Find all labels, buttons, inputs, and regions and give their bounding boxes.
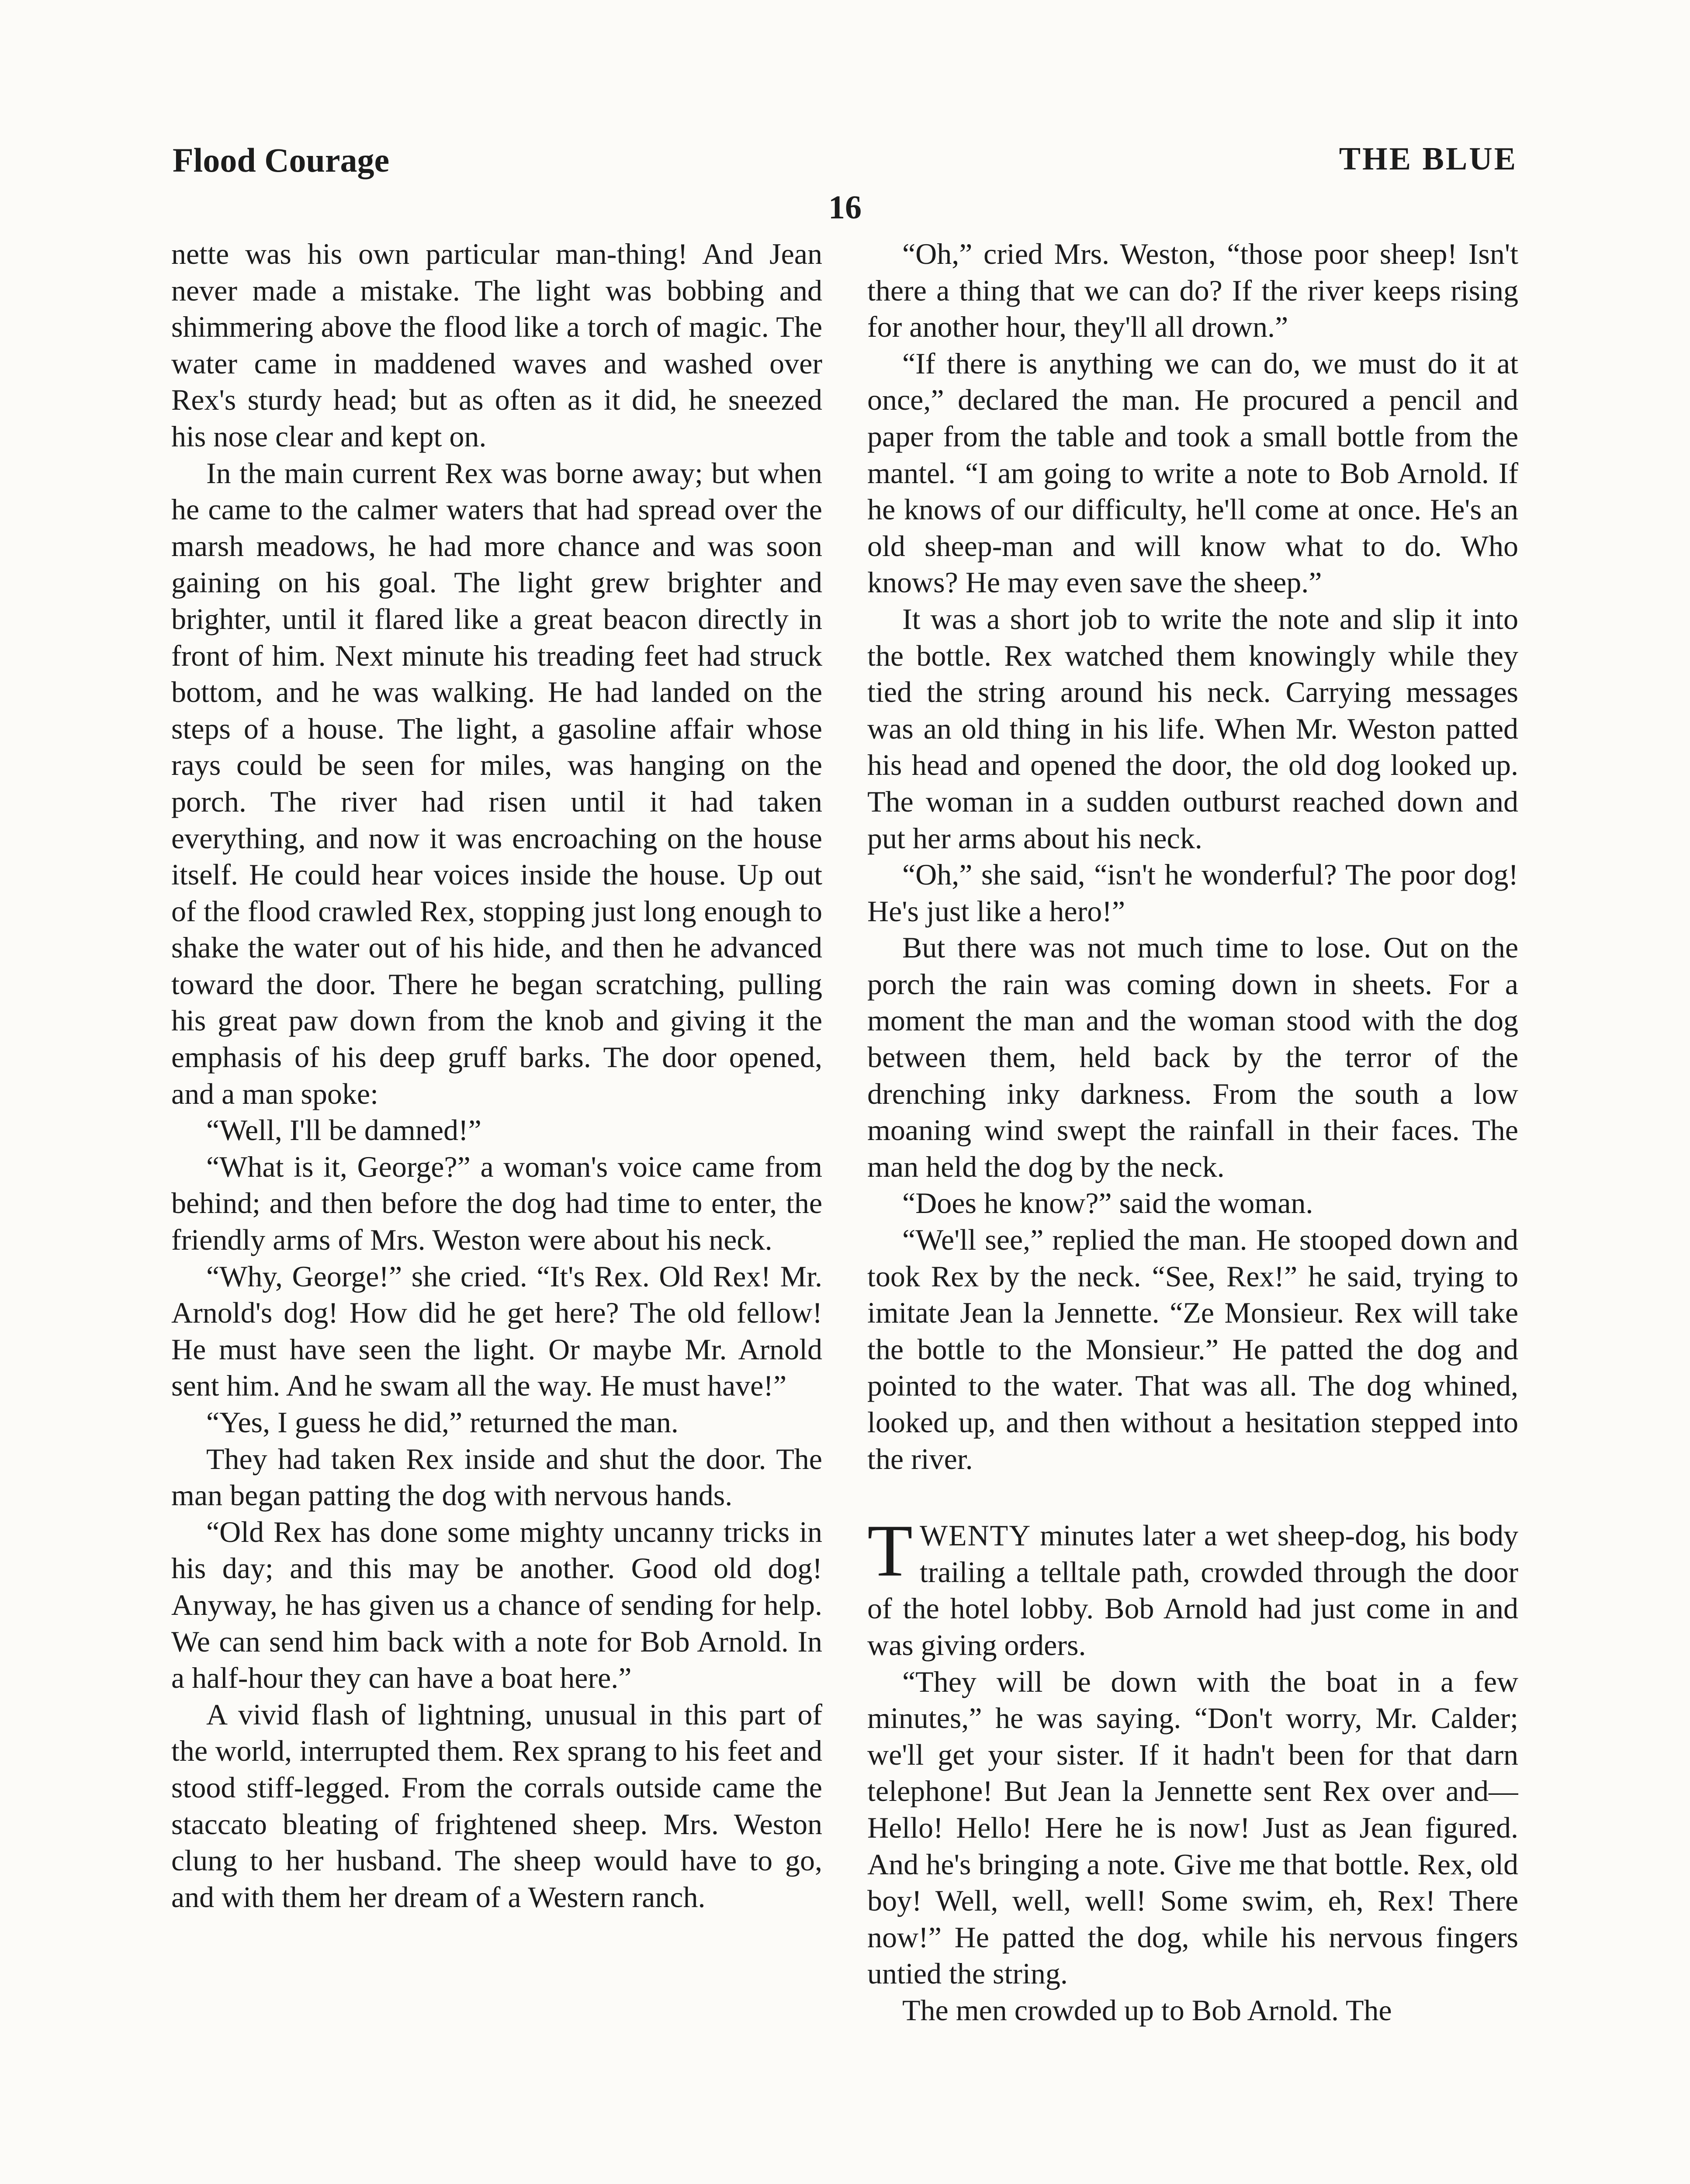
small-caps-word: WENTY — [919, 1519, 1032, 1552]
paragraph: But there was not much time to lose. Out on the porch the rain was coming down in sheets. For a moment the man and the woman stood with the dog between them, held back by the terror of the drenching inky darkness. From the south a low moaning wind swept the rainfall in their faces. The man held the dog by the neck. — [867, 931, 1518, 1183]
paragraph-text: minutes later a wet sheep-dog, his body trailing a telltale path, crowded through the door of the hotel lobby. Bob Arnold had just come in and was giving orders. — [867, 1519, 1518, 1662]
magazine-name: THE BLUE — [1339, 141, 1517, 177]
section-opening-paragraph — [867, 1510, 1518, 1663]
paragraph: It was a short job to write the note and slip it into the bottle. Rex watched them knowingly while they tied the string around his neck. Carrying messages was an old thing in his life. When Mr. Weston patted his head and opened the door, the old dog looked up. The woman in a sudden outburst reached down and put her arms about his neck. — [867, 602, 1518, 855]
paragraph: “Oh,” cried Mrs. Weston, “those poor sheep! Isn't there a thing that we can do? If the river keeps rising for another hour, they'll all drown.” — [867, 237, 1518, 344]
left-column — [171, 236, 822, 2184]
paragraph: “Oh,” she said, “isn't he wonderful? The poor dog! He's just like a hero!” — [867, 858, 1518, 928]
paragraph: “Does he know?” said the woman. — [902, 1186, 1313, 1220]
paragraph: The men crowded up to Bob Arnold. The — [902, 1993, 1392, 2027]
page-number: 16 — [828, 189, 862, 226]
paragraph: nette was his own particular man-thing! And Jean never made a mistake. The light was bobbing and shimmering above the flood like a torch of magic. The water came in maddened waves and washed over Rex's sturdy head; but as often as it did, he sneezed his nose clear and kept on. — [171, 237, 822, 453]
paragraph: “Why, George!” she cried. “It's Rex. Old Rex! Mr. Arnold's dog! How did he get here? The old fellow! He must have seen the light. Or maybe Mr. Arnold sent him. And he swam all the way. He must have!” — [171, 1259, 822, 1403]
paragraph: They had taken Rex inside and shut the door. The man began patting the dog with nervous hands. — [171, 1442, 822, 1512]
paragraph: In the main current Rex was borne away; but when he came to the calmer waters that had spread over the marsh meadows, he had more chance and was soon gaining on his goal. The light grew brighter and brighter, until it flared like a great beacon directly in front of him. Next minute his treading feet had struck bottom, and he was walking. He had landed on the steps of a house. The light, a gasoline affair whose rays could be seen for miles, was hanging on the porch. The river had risen until it had taken everything, and now it was encroaching on the house itself. He could hear voices inside the house. Up out of the flood crawled Rex, stopping just long enough to shake the water out of his hide, and then he advanced toward the door. There he began scratching, pulling his great paw down from the knob and giving it the emphasis of his deep gruff barks. The door opened, and a man spoke: — [171, 456, 822, 1110]
paragraph: A vivid flash of lightning, unusual in this part of the world, interrupted them. Rex sprang to his feet and stood stiff-legged. From the corrals outside came the staccato bleating of frightened sheep. Mrs. Weston clung to her husband. The sheep would have to go, and with them her dream of a Western ranch. — [171, 1697, 822, 1914]
paragraph: “We'll see,” replied the man. He stooped down and took Rex by the neck. “See, Rex!” he said, trying to imitate Jean la Jennette. “Ze Monsieur. Rex will take the bottle to the Monsieur.” He patted the dog and pointed to the water. That was all. The dog whined, looked up, and then without a hesitation stepped into the river. — [867, 1223, 1518, 1476]
paragraph: “What is it, George?” a woman's voice came from behind; and then before the dog had time to enter, the friendly arms of Mrs. Weston were about his neck. — [171, 1150, 822, 1257]
right-column — [867, 236, 1518, 2184]
section-break — [867, 1477, 1518, 1517]
paragraph: “If there is anything we can do, we must do it at once,” declared the man. He procured a pencil and paper from the table and took a small bottle from the mantel. “I am going to write a note to Bob Arnold. If he knows of our difficulty, he'll come at once. He's an old sheep-man and will know what to do. Who knows? He may even save the sheep.” — [867, 346, 1518, 599]
paragraph: “Old Rex has done some mighty uncanny tricks in his day; and this may be another. Good old dog! Anyway, he has given us a chance of sending for help. We can send him back with a note for Bob Arnold. In a half-hour they can have a boat here.” — [171, 1515, 822, 1695]
paragraph: “Yes, I guess he did,” returned the man. — [206, 1406, 679, 1439]
paragraph: “Well, I'll be damned!” — [206, 1113, 481, 1147]
drop-cap: T — [867, 1510, 913, 1592]
story-title: Flood Courage — [173, 141, 390, 179]
paragraph: “They will be down with the boat in a few minutes,” he was saying. “Don't worry, Mr. Calder; we'll get your sister. If it hadn't been for that darn telephone! But Jean la Jennette sent Rex over and—Hello! Hello! Here he is now! Just as Jean figured. And he's bringing a note. Give me that bottle. Rex, old boy! Well, well, well! Some swim, eh, Rex! There now!” He patted the dog, while his nervous fingers untied the string. — [867, 1665, 1518, 1990]
